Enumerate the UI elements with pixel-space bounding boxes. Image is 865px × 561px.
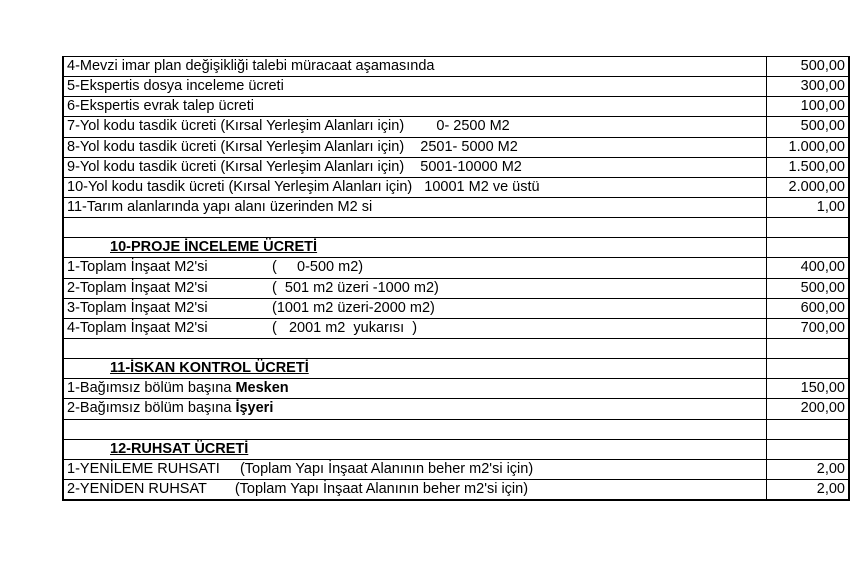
table-row [63, 258, 849, 278]
table-row [63, 97, 849, 117]
row-description: 8-Yol kodu tasdik ücreti (Kırsal Yerleşim Alanları için) 2501- 5000 M2 [63, 137, 767, 157]
row-description: 4-Mevzi imar plan değişikliği talebi müracaat aşamasında [63, 57, 767, 77]
table-row [63, 459, 849, 479]
row-amount: 700,00 [767, 318, 850, 338]
row-description: 5-Ekspertis dosya inceleme ücreti [63, 77, 767, 97]
row-description: 10-Yol kodu tasdik ücreti (Kırsal Yerleşim Alanları için) 10001 M2 ve üstü [63, 177, 767, 197]
table-row [63, 278, 849, 298]
table-row [63, 197, 849, 217]
row-amount: 1.000,00 [767, 137, 850, 157]
table-row [63, 157, 849, 177]
row-description: 2-Toplam İnşaat M2'si ( 501 m2 üzeri -1000 m2) [63, 278, 767, 298]
row-amount: 100,00 [767, 97, 850, 117]
table-row [63, 399, 849, 419]
row-description: 4-Toplam İnşaat M2'si ( 2001 m2 yukarısı ) [63, 318, 767, 338]
section-title: 11-İSKAN KONTROL ÜCRETİ [110, 360, 309, 377]
row-amount: 500,00 [767, 57, 850, 77]
table-row [63, 479, 849, 500]
row-amount: 150,00 [767, 379, 850, 399]
spacer-row [63, 419, 849, 439]
fee-table [62, 56, 850, 501]
row-amount: 2.000,00 [767, 177, 850, 197]
table-row [63, 298, 849, 318]
row-description: 1-YENİLEME RUHSATI (Toplam Yapı İnşaat Alanının beher m2'si için) [63, 459, 767, 479]
row-amount: 500,00 [767, 278, 850, 298]
row-description: 3-Toplam İnşaat M2'si (1001 m2 üzeri-2000 m2) [63, 298, 767, 318]
row-description: 11-Tarım alanlarında yapı alanı üzerinden M2 si [63, 197, 767, 217]
row-description: 7-Yol kodu tasdik ücreti (Kırsal Yerleşim Alanları için) 0- 2500 M2 [63, 117, 767, 137]
row-description: 1-Bağımsız bölüm başına Mesken [63, 379, 767, 399]
row-amount: 500,00 [767, 117, 850, 137]
row-amount: 300,00 [767, 77, 850, 97]
row-description: 2-Bağımsız bölüm başına İşyeri [63, 399, 767, 419]
table-row [63, 137, 849, 157]
row-amount: 2,00 [767, 459, 850, 479]
section-header [63, 238, 849, 258]
section-header [63, 359, 849, 379]
row-description: 6-Ekspertis evrak talep ücreti [63, 97, 767, 117]
table-row [63, 77, 849, 97]
row-amount: 1,00 [767, 197, 850, 217]
table-row [63, 57, 849, 77]
section-title: 10-PROJE İNCELEME ÜCRETİ [110, 239, 318, 256]
row-amount: 400,00 [767, 258, 850, 278]
spacer-row [63, 218, 849, 238]
table-row [63, 379, 849, 399]
spacer-row [63, 338, 849, 358]
table-row [63, 318, 849, 338]
row-description: 9-Yol kodu tasdik ücreti (Kırsal Yerleşim Alanları için) 5001-10000 M2 [63, 157, 767, 177]
row-amount: 600,00 [767, 298, 850, 318]
section-title: 12-RUHSAT ÜCRETİ [110, 440, 249, 457]
section-header [63, 439, 849, 459]
row-description: 1-Toplam İnşaat M2'si ( 0-500 m2) [63, 258, 767, 278]
row-amount: 2,00 [767, 479, 850, 500]
table-row [63, 117, 849, 137]
row-amount: 1.500,00 [767, 157, 850, 177]
row-amount: 200,00 [767, 399, 850, 419]
row-description: 2-YENİDEN RUHSAT (Toplam Yapı İnşaat Alanının beher m2'si için) [63, 479, 767, 500]
table-row [63, 177, 849, 197]
